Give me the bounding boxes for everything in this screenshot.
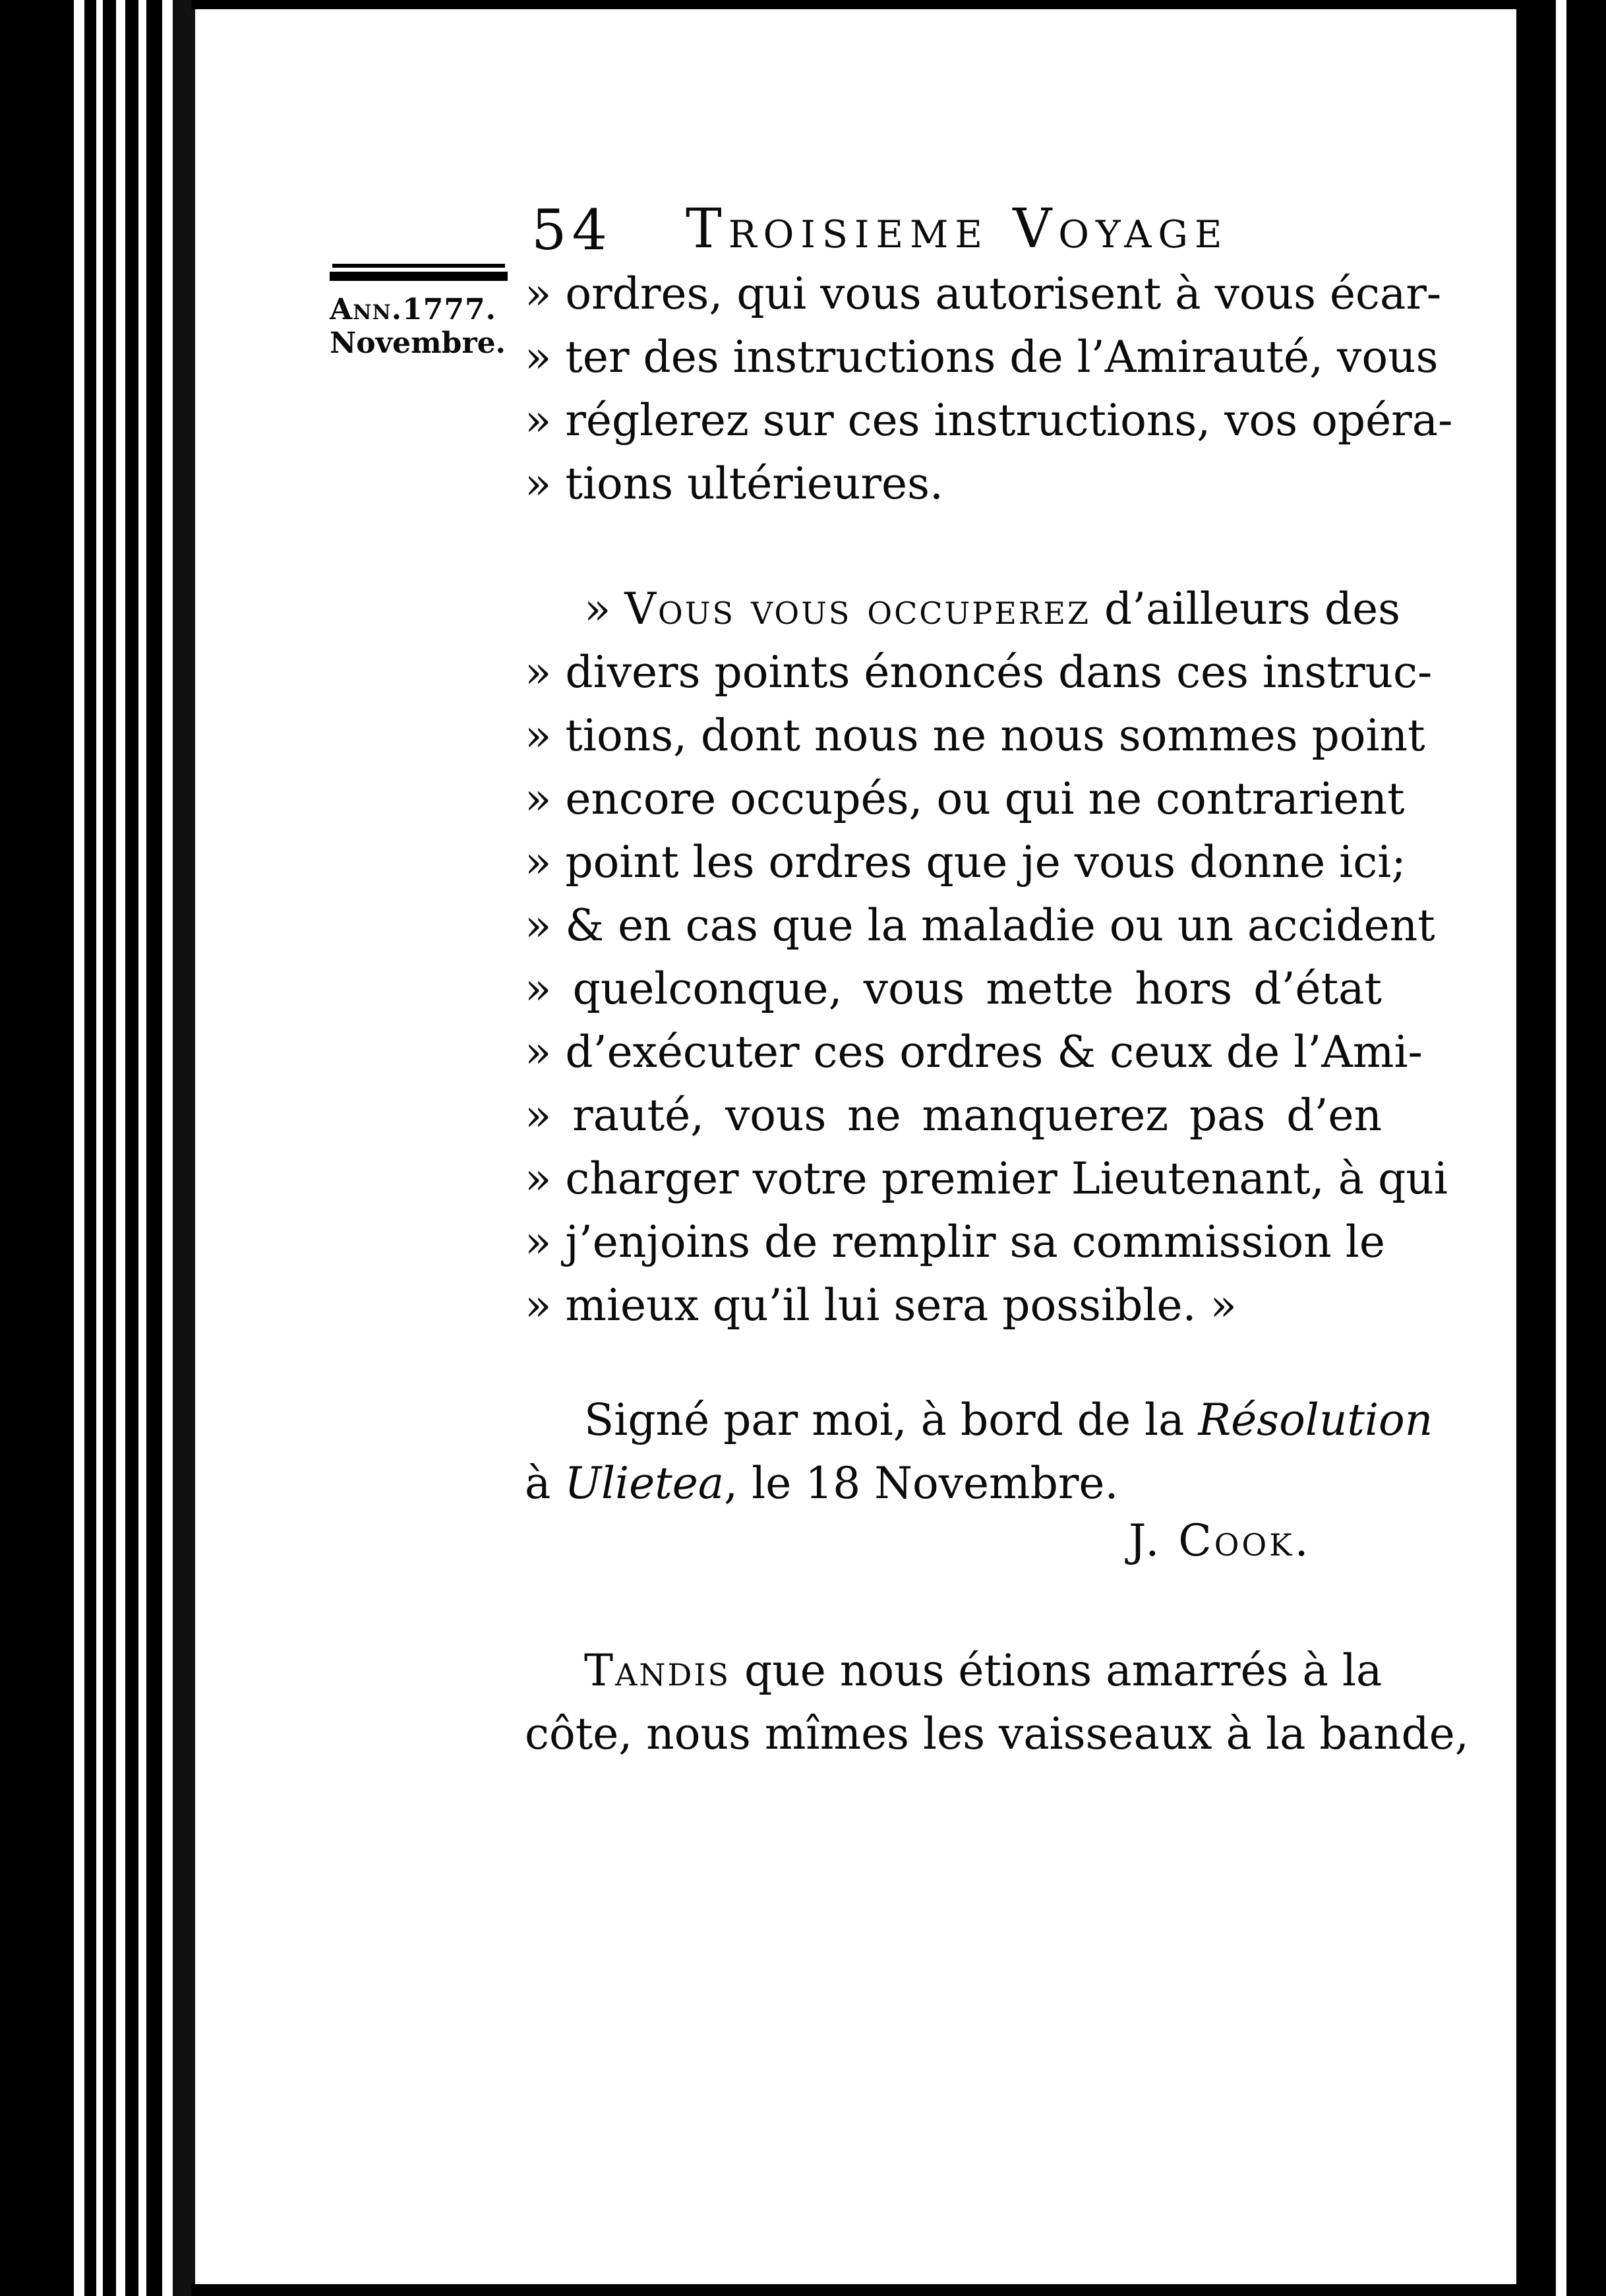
- book-binding-left-edge: [0, 0, 198, 2296]
- small-caps-phrase: Vous vous occuperez: [624, 584, 1090, 634]
- text-line: » & en cas que la maladie ou un accident: [525, 900, 1435, 951]
- page-number: 54: [531, 198, 612, 262]
- margin-month: Novembre.: [330, 326, 506, 360]
- text-line: » j’enjoins de remplir sa commission le: [525, 1217, 1385, 1267]
- page-header: [531, 191, 1257, 264]
- text-line: Signé par moi, à bord de la Résolution: [584, 1395, 1433, 1445]
- text-line: » quelconque, vous mette hors d’état: [525, 963, 1382, 1014]
- text-line: » encore occupés, ou qui ne contrarient: [525, 773, 1405, 824]
- text-line: » Vous vous occuperez d’ailleurs des: [584, 584, 1400, 634]
- margin-note: [330, 272, 513, 360]
- small-caps-word: Tandis: [584, 1645, 731, 1696]
- ship-name: Résolution: [1198, 1395, 1433, 1445]
- page-top-edge: [191, 0, 1516, 9]
- text-line: » réglerez sur ces instructions, vos opéra-: [525, 395, 1453, 446]
- signed-statement: [525, 1389, 1433, 1515]
- paragraph-3: [525, 1639, 1469, 1766]
- text-line: à Ulietea, le 18 Novembre.: [525, 1458, 1119, 1509]
- text-line: » ter des instructions de l’Amirauté, vous: [525, 332, 1439, 382]
- text-line: » divers points énoncés dans ces instruc-: [525, 647, 1433, 698]
- text-line: » rauté, vous ne manquerez pas d’en: [525, 1090, 1382, 1141]
- signature-name: J. Cook.: [1129, 1515, 1311, 1566]
- paragraph-2: [525, 578, 1448, 1337]
- text-line: Tandis que nous étions amarrés à la: [584, 1645, 1383, 1696]
- page-bottom-edge: [191, 2284, 1516, 2296]
- book-binding-right-edge: [1510, 0, 1606, 2296]
- margin-year: Ann.1777.: [330, 293, 496, 326]
- running-title: Troisieme Voyage: [686, 198, 1229, 260]
- place-name: Ulietea: [564, 1458, 725, 1509]
- text-line: » tions ultérieures.: [525, 458, 943, 509]
- text-line: » point les ordres que je vous donne ici;: [525, 837, 1406, 888]
- text-line: » tions, dont nous ne nous sommes point: [525, 710, 1425, 761]
- margin-rule: [330, 272, 508, 281]
- text-line: » d’exécuter ces ordres & ceux de l’Ami-: [525, 1027, 1423, 1077]
- text-line: » ordres, qui vous autorisent à vous écar-: [525, 268, 1442, 319]
- text-line: » charger votre premier Lieutenant, à qui: [525, 1153, 1448, 1204]
- paragraph-1: [525, 262, 1453, 516]
- text-line: » mieux qu’il lui sera possible. »: [525, 1280, 1237, 1331]
- text-line: côte, nous mîmes les vaisseaux à la bande,: [525, 1708, 1469, 1759]
